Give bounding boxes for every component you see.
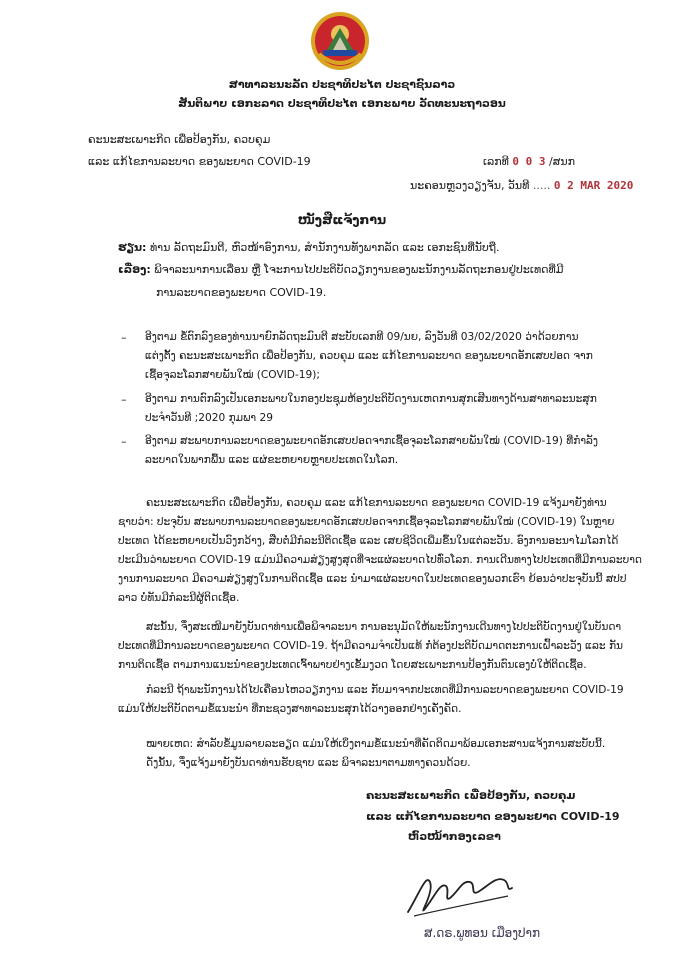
ref-suffix: /ສນກ xyxy=(548,155,576,168)
issuer-line-1: ຄະນະສະເພາະກິດ ເພື່ອປ້ອງກັນ, ຄວບຄຸມ xyxy=(88,133,271,146)
country-name: ສາທາລະນະລັດ ປະຊາທິປະໄຕ ປະຊາຊົນລາວ xyxy=(228,78,456,91)
body-paragraph-1: ຄະນະສະເພາະກິດ ເພື່ອປ້ອງກັນ, ຄວບຄຸມ ແລະ ແກ້ໄຂການລະບາດ ຂອງພະຍາດ COVID-19 ແຈ້ງມາຍັງທ່ານ ຊາບວ່າ: ປະຈຸບັນ ສະພາບການລະບາດຂອງພະຍາດອັກເສບປອດຈາກເຊື້ອຈຸລະໂລກສາຍພັນໃໝ່ (COVID-19) ໃນຫຼາຍ ປະເທດ ໄດ້ຂະຫຍາຍເປັນວົງກວ້າງ, ສືບຕໍ່ມີກໍລະນີຕິດເຊື້ອ ແລະ ເສຍຊີວິດເພີ່ມຂຶ້ນໃນແຕ່ລະວັນ. ອົງການອະນາໄມໂລກໄດ້ ປະເມີນວ່າພະຍາດ COVID-19 ແມ່ນມີຄວາມສ່ຽງສູງສຸດທີ່ຈະແຜ່ລະບາດໄປທົ່ວໂລກ. ການເດີນທາງໄປປະເທດທີ່ມີການລະບາດ ງານການລະບາດ ມີຄວາມສ່ຽງສູງໃນການຕິດເຊື້ອ ແລະ ນໍາມາແຜ່ລະບາດໃນປະເທດຂອງພວກເຮົາ ຍ້ອນວ່າປະຈຸບັນນີ້ ສປປ ລາວ ບໍ່ທັນມີກໍລະນີຜູ້ຕິດເຊື້ອ. xyxy=(118,497,643,604)
reference-item: ອີງຕາມ ຂໍ້ຕົກລົງຂອງທ່ານນາຍົກລັດຖະມົນຕີ ສະບັບເລກທີ 09/ນຍ, ລົງວັນທີ 03/02/2020 ວ່າດ້ວຍການ ແຕ່ງຕັ້ງ ຄະນະສະເພາະກິດ ເພື່ອປ້ອງກັນ, ຄວບຄຸມ ແລະ ແກ້ໄຂການລະບາດ ຂອງພະຍາດອັກເສບປອດ ຈາກ ເຊື້ອຈຸລະໂລກສາຍພັນໃໝ່ (COVID-19); xyxy=(145,331,593,381)
subject-line-1 xyxy=(118,263,563,276)
issuer-line-2: ແລະ ແກ້ໄຂການລະບາດ ຂອງພະຍາດ COVID-19 xyxy=(88,155,311,168)
subject-text-1: ພິຈາລະນາການເລື່ອນ ຫຼື ໂຈະການໄປປະຕິບັດວຽກງານຂອງພະນັກງານລັດຖະກອນຢູ່ປະເທດທີ່ມີ xyxy=(154,263,564,276)
body-paragraph-2: ສະນັ້ນ, ຈຶ່ງສະເໜີມາຍັງບັນດາທ່ານເພື່ອພິຈາລະນາ ການອະນຸມັດໃຫ້ພະນັກງານເດີນທາງໄປປະຕິບັດງານຢູ່ໃນບັນດາ ປະເທດທີ່ມີການລະບາດຂອງພະຍາດ COVID-19. ຖ້າມີຄວາມຈໍາເປັນແທ້ ກໍ່ຕ້ອງປະຕິບັດມາດຕະການເຝົ້າລະວັງ ແລະ ກັນ ການຕິດເຊື້ອ ຕາມການແນະນໍາຂອງປະເທດເຈົ້າພາບຢ່າງເຂັ້ມງວດ ໂດຍສະເພາະການປ້ອງກັນຕົນເອງບໍ່ໃຫ້ຕິດເຊື້ອ. xyxy=(118,621,624,671)
reference-number xyxy=(483,155,575,168)
document-title: ໜັງສືແຈ້ງການ xyxy=(297,212,387,227)
document-page: ສາທາລະນະລັດ ປະຊາທິປະໄຕ ປະຊາຊົນລາວ ສັນຕິພາບ ເອກະລາດ ປະຊາທິປະໄຕ ເອກະພາບ ວັດທະນະຖາວອນ ຄະນະສະເພາະກິດ ເພື່ອປ້ອງກັນ, ຄວບຄຸມ ແລະ ແກ້ໄຂການລະບາດ ຂອງພະຍາດ COVID-19 ເລກທີ 0 0 3 /ສນກ ນະຄອນຫຼວງວຽງຈັນ, ວັນທີ ..... 0 2 MAR 2020 ໜັງສືແຈ້ງການ ຮຽນ: ທ່ານ ລັດຖະມົນຕີ, ຫົວໜ້າອົງການ, ສໍານັກງານທັງພາກລັດ ແລະ ເອກະຊົນທີ່ນັບຖື. ເລື່ອງ: ພິຈາລະນາການເລື່ອນ ຫຼື ໂຈະການໄປປະຕິບັດວຽກງານຂອງພະນັກງານລັດຖະກອນຢູ່ປະເທດທີ່ມີ ການລະບາດຂອງພະຍາດ COVID-19. – ອີງຕາມ ຂໍ້ຕົກລົງຂອງທ່ານນາຍົກລັດຖະມົນຕີ ສະບັບເລກທີ 09/ນຍ, ລົງວັນທີ 03/02/2020 ວ່າດ້ວຍການ ແຕ່ງຕັ້ງ ຄະນະສະເພາະກິດ ເພື່ອປ້ອງກັນ, ຄວບຄຸມ ແລະ ແກ້ໄຂການລະບາດ ຂອງພະຍາດອັກເສບປອດ ຈາກ ເຊື້ອຈຸລະໂລກສາຍພັນໃໝ່ (COVID-19); – ອີງຕາມ ການຕົກລົງເປັນເອກະພາບໃນກອງປະຊຸມຫ້ອງປະຕິບັດງານເຫດການສຸກເສີນທາງດ້ານສາທາລະນະສຸກ ປະຈໍາວັນທີ ;2020 ກຸມພາ 29 – ອີງຕາມ ສະພາບການລະບາດຂອງພະຍາດອັກເສບປອດຈາກເຊື້ອຈຸລະໂລກສາຍພັນໃໝ່ (COVID-19) ທີ່ກໍາລັງ ລະບາດໃນພາກພື້ນ ແລະ ແຜ່ຂະຫຍາຍຫຼາຍປະເທດໃນໂລກ. ຄະນະສະເພາະກິດ ເພື່ອປ້ອງກັນ, ຄວບຄຸມ ແລະ ແກ້ໄຂການລະບາດ ຂອງພະຍາດ COVID-19 ແຈ້ງມາຍັງທ່ານ ຊາບວ່າ: ປະຈຸບັນ ສະພາບການລະບາດຂອງພະຍາດອັກເສບປອດຈາກເຊື້ອຈຸລະໂລກສາຍພັນໃໝ່ (COVID-19) ໃນຫຼາຍ ປະເທດ ໄດ້ຂະຫຍາຍເປັນວົງກວ້າງ, ສືບຕໍ່ມີກໍລະນີຕິດເຊື້ອ ແລະ ເສຍຊີວິດເພີ່ມຂຶ້ນໃນແຕ່ລະວັນ. ອົງການອະນາໄມໂລກໄດ້ ປະເມີນວ່າພະຍາດ COVID-19 ແມ່ນມີຄວາມສ່ຽງສູງສຸດທີ່ຈະແຜ່ລະບາດໄປທົ່ວໂລກ. ການເດີນທາງໄປປະເທດທີ່ມີການລະບາດ ງານການລະບາດ ມີຄວາມສ່ຽງສູງໃນການຕິດເຊື້ອ ແລະ ນໍາມາແຜ່ລະບາດໃນປະເທດຂອງພວກເຮົາ ຍ້ອນວ່າປະຈຸບັນນີ້ ສປປ ລາວ ບໍ່ທັນມີກໍລະນີຜູ້ຕິດເຊື້ອ. ສະນັ້ນ, ຈຶ່ງສະເໜີມາຍັງບັນດາທ່ານເພື່ອພິຈາລະນາ ການອະນຸມັດໃຫ້ພະນັກງານເດີນທາງໄປປະຕິບັດງານຢູ່ໃນບັນດາ ປະເທດທີ່ມີການລະບາດຂອງພະຍາດ COVID-19. ຖ້າມີຄວາມຈໍາເປັນແທ້ ກໍ່ຕ້ອງປະຕິບັດມາດຕະການເຝົ້າລະວັງ ແລະ ກັນ ການຕິດເຊື້ອ ຕາມການແນະນໍາຂອງປະເທດເຈົ້າພາບຢ່າງເຂັ້ມງວດ ໂດຍສະເພາະການປ້ອງກັນຕົນເອງບໍ່ໃຫ້ຕິດເຊື້ອ. ກໍລະນີ ຖ້າພະນັກງານໄດ້ໄປເຄື່ອນໄຫວວຽກງານ ແລະ ກັບມາຈາກປະເທດທີ່ມີການລະບາດຂອງພະຍາດ COVID-19 ແມ່ນໃຫ້ປະຕິບັດຕາມຂໍ້ແນະນໍາ ທີ່ກະຊວງສາທາລະນະສຸກໄດ້ວາງອອກຢ່າງເຄັ່ງຄັດ. ໝາຍເຫດ: ສໍາລັບຂໍ້ມູນລາຍລະອຽດ ແມ່ນໃຫ້ເບິ່ງຕາມຂໍ້ແນະນໍາທີ່ຄັດຕິດມາພ້ອມເອກະສານແຈ້ງການສະບັບນີ້. ດັ່ງນັ້ນ, ຈຶ່ງແຈ້ງມາຍັງບັນດາທ່ານຮັບຊາບ ແລະ ພິຈາລະນາຕາມທາງຄວນດ້ວຍ. ຄະນະສະເພາະກິດ ເພື່ອປ້ອງກັນ, ຄວບຄຸມ ແລະ ແກ້ໄຂການລະບາດ ຂອງພະຍາດ COVID-19 ຫົວໜ້າກອງເລຂາ ສ.ດຣ.ພູທອນ ເມືອງປາກ xyxy=(0,0,684,960)
reference-item: ອີງຕາມ ສະພາບການລະບາດຂອງພະຍາດອັກເສບປອດຈາກເຊື້ອຈຸລະໂລກສາຍພັນໃໝ່ (COVID-19) ທີ່ກໍາລັງ ລະບາດໃນພາກພື້ນ ແລະ ແຜ່ຂະຫຍາຍຫຼາຍປະເທດໃນໂລກ. xyxy=(145,435,599,466)
to-label: ຮຽນ: xyxy=(118,241,147,254)
addressee-line xyxy=(118,241,499,254)
to-text: ທ່ານ ລັດຖະມົນຕີ, ຫົວໜ້າອົງການ, ສໍານັກງານທັງພາກລັດ ແລະ ເອກະຊົນທີ່ນັບຖື. xyxy=(149,241,500,254)
lao-state-emblem-icon xyxy=(309,10,371,72)
signoff-line-1: ຄະນະສະເພາະກິດ ເພື່ອປ້ອງກັນ, ຄວບຄຸມ xyxy=(366,789,576,802)
signatory-name: ສ.ດຣ.ພູທອນ ເມືອງປາກ xyxy=(424,926,541,940)
ref-label: ເລກທີ xyxy=(483,155,509,168)
reference-item: ອີງຕາມ ການຕົກລົງເປັນເອກະພາບໃນກອງປະຊຸມຫ້ອງປະຕິບັດງານເຫດການສຸກເສີນທາງດ້ານສາທາລະນະສຸກ ປະຈໍາວັນທີ ;2020 ກຸມພາ 29 xyxy=(145,393,597,424)
subject-line-2: ການລະບາດຂອງພະຍາດ COVID-19. xyxy=(156,286,327,299)
handwritten-signature-icon xyxy=(400,852,520,922)
signoff-line-2: ແລະ ແກ້ໄຂການລະບາດ ຂອງພະຍາດ COVID-19 xyxy=(366,810,620,823)
body-paragraph-3: ກໍລະນີ ຖ້າພະນັກງານໄດ້ໄປເຄື່ອນໄຫວວຽກງານ ແລະ ກັບມາຈາກປະເທດທີ່ມີການລະບາດຂອງພະຍາດ COVID-19 ແມ່ນໃຫ້ປະຕິບັດຕາມຂໍ້ແນະນໍາ ທີ່ກະຊວງສາທາລະນະສຸກໄດ້ວາງອອກຢ່າງເຄັ່ງຄັດ. xyxy=(118,684,624,715)
date-stamp: 0 2 MAR 2020 xyxy=(553,179,634,192)
ref-number: 0 0 3 xyxy=(512,155,546,168)
subject-label: ເລື່ອງ: xyxy=(118,263,151,276)
signoff-line-3: ຫົວໜ້າກອງເລຂາ xyxy=(408,830,501,843)
place-and-date: ນະຄອນຫຼວງວຽງຈັນ, ວັນທີ ..... 0 2 MAR 2020 xyxy=(410,179,634,192)
place-label: ນະຄອນຫຼວງວຽງຈັນ, ວັນທີ xyxy=(410,179,530,192)
national-motto: ສັນຕິພາບ ເອກະລາດ ປະຊາທິປະໄຕ ເອກະພາບ ວັດທະນະຖາວອນ xyxy=(178,97,506,110)
closing-note: ໝາຍເຫດ: ສໍາລັບຂໍ້ມູນລາຍລະອຽດ ແມ່ນໃຫ້ເບິ່ງຕາມຂໍ້ແນະນໍາທີ່ຄັດຕິດມາພ້ອມເອກະສານແຈ້ງການສະບັບນີ້. ດັ່ງນັ້ນ, ຈຶ່ງແຈ້ງມາຍັງບັນດາທ່ານຮັບຊາບ ແລະ ພິຈາລະນາຕາມທາງຄວນດ້ວຍ. xyxy=(146,738,606,769)
